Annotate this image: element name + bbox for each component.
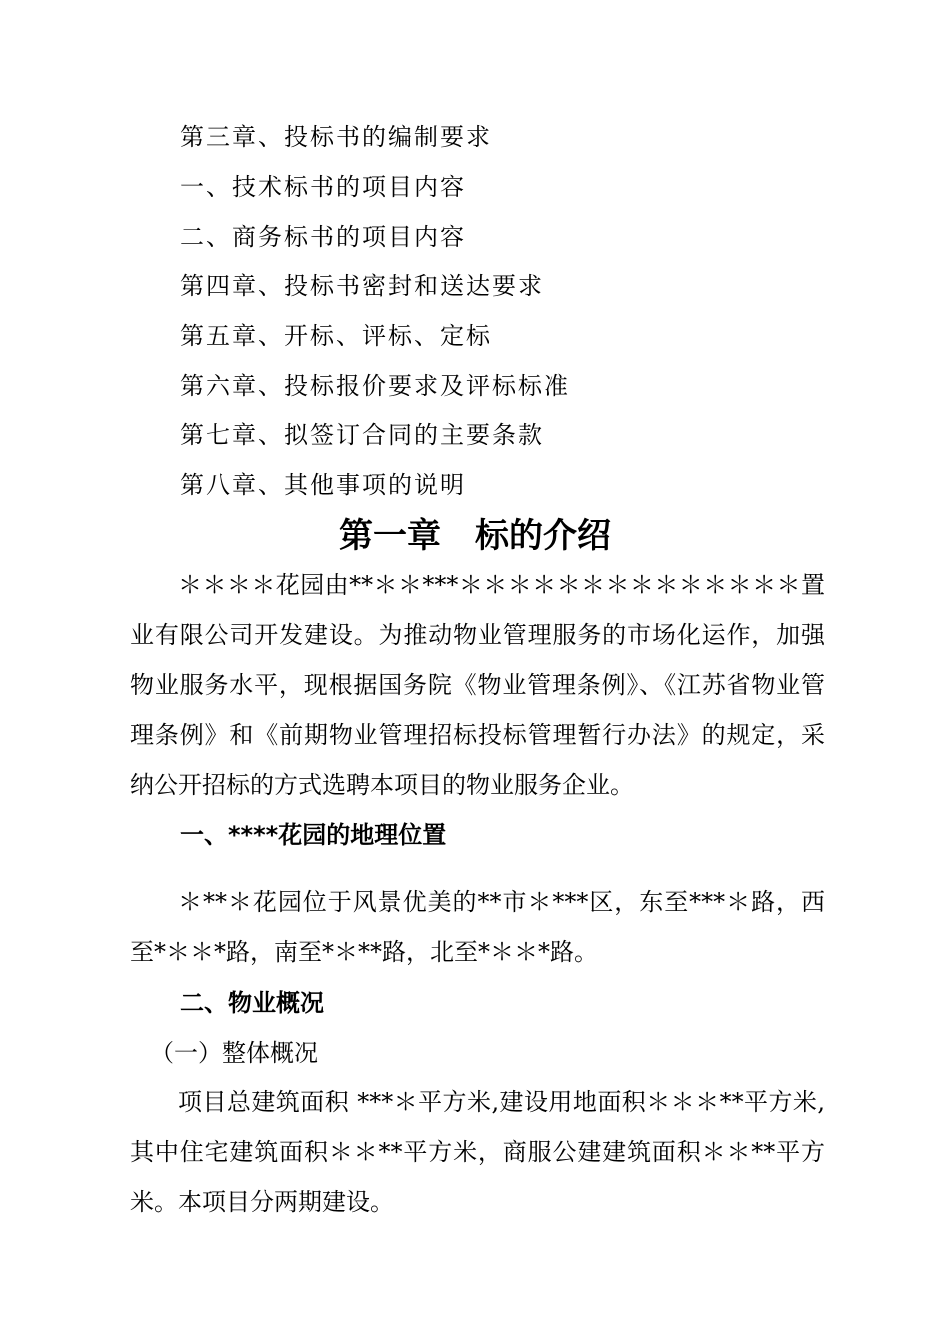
toc-item-chapter-3: 第三章、投标书的编制要求: [180, 123, 492, 151]
section-heading-property-overview: 二、物业概况: [180, 989, 324, 1017]
location-paragraph: ＊**＊花园位于风景优美的**市＊***区，东至***＊路，西至*＊＊*路，南至*＊**路，北至*＊＊*路。: [130, 888, 825, 966]
toc-item-commercial-bid: 二、商务标书的项目内容: [180, 223, 466, 251]
toc-item-chapter-5: 第五章、开标、评标、定标: [180, 322, 492, 350]
toc-item-chapter-4: 第四章、投标书密封和送达要求: [180, 272, 544, 300]
intro-paragraph: ＊＊＊＊花园由**＊＊***＊＊＊＊＊＊＊＊＊＊＊＊＊＊置业有限公司开发建设。为推动物业管理服务的市场化运作，加强物业服务水平，现根据国务院《物业管理条例》、《江苏省物业管理条例》和《前期物业管理招标投标管理暂行办法》的规定，采纳公开招标的方式选聘本项目的物业服务企业。: [130, 571, 825, 799]
toc-item-chapter-6: 第六章、投标报价要求及评标标准: [180, 372, 570, 400]
toc-item-chapter-7: 第七章、拟签订合同的主要条款: [180, 421, 544, 449]
section-heading-location: 一、****花园的地理位置: [180, 821, 447, 849]
chapter-title: 第一章 标的介绍: [339, 516, 611, 556]
toc-item-chapter-8: 第八章、其他事项的说明: [180, 471, 466, 499]
overall-paragraph: 项目总建筑面积 ***＊平方米,建设用地面积＊＊＊**平方米,其中住宅建筑面积＊＊**平方米，商服公建建筑面积＊＊**平方米。本项目分两期建设。: [130, 1088, 825, 1216]
toc-item-technical-bid: 一、技术标书的项目内容: [180, 173, 466, 201]
subsection-heading-overall: （一）整体概况: [150, 1039, 318, 1067]
